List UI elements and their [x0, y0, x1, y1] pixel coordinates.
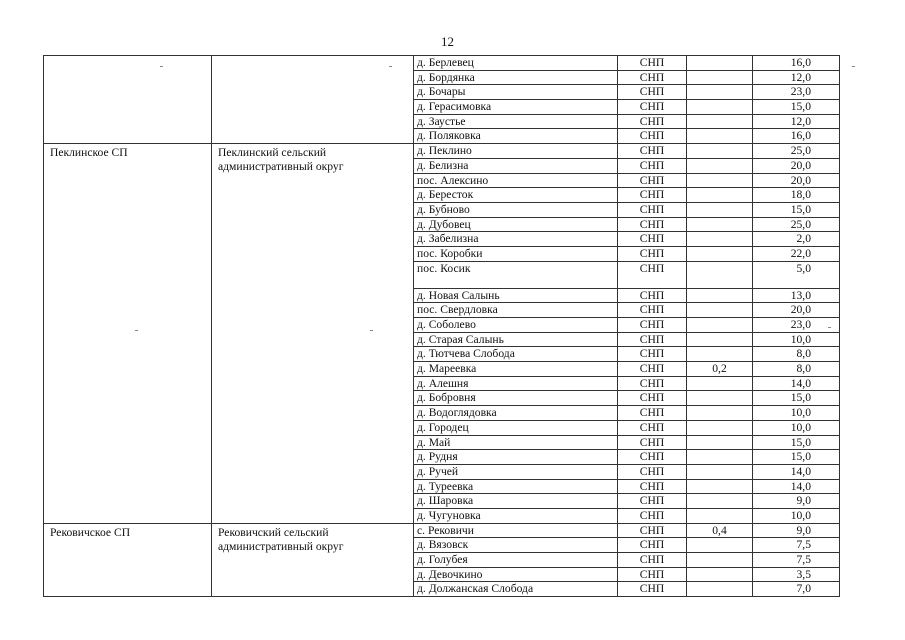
settlement-type-cell: СНП — [618, 450, 687, 465]
value-cell — [687, 508, 753, 523]
settlement-name-cell: д. Пеклино — [414, 144, 618, 159]
settlement-type-cell: СНП — [618, 288, 687, 303]
distance-cell: 25,0 — [753, 144, 840, 159]
distance-cell: 15,0 — [753, 435, 840, 450]
settlement-name-cell: д. Берлевец — [414, 56, 618, 71]
value-cell: 0,2 — [687, 362, 753, 377]
distance-cell: 8,0 — [753, 347, 840, 362]
settlement-name-cell: д. Тютчева Слобода — [414, 347, 618, 362]
value-cell — [687, 420, 753, 435]
settlement-type-cell: СНП — [618, 232, 687, 247]
settlement-type-cell: СНП — [618, 567, 687, 582]
distance-cell: 7,5 — [753, 553, 840, 568]
settlement-type-cell: СНП — [618, 202, 687, 217]
settlement-type-cell: СНП — [618, 391, 687, 406]
settlement-type-cell: СНП — [618, 56, 687, 71]
settlement-name-cell: д. Заустье — [414, 114, 618, 129]
distance-cell: 7,5 — [753, 538, 840, 553]
distance-cell: 25,0 — [753, 217, 840, 232]
settlement-name-cell: д. Голубея — [414, 553, 618, 568]
settlement-name-cell: д. Туреевка — [414, 479, 618, 494]
settlement-name-cell: д. Чугуновка — [414, 508, 618, 523]
settlement-name-cell: д. Бобровня — [414, 391, 618, 406]
settlement-type-cell: СНП — [618, 582, 687, 597]
distance-cell: 5,0 — [753, 261, 840, 288]
distance-cell: 10,0 — [753, 332, 840, 347]
settlement-name-cell: д. Должанская Слобода — [414, 582, 618, 597]
value-cell — [687, 246, 753, 261]
settlement-name-cell: д. Новая Салынь — [414, 288, 618, 303]
distance-cell: 15,0 — [753, 202, 840, 217]
value-cell — [687, 173, 753, 188]
settlement-type-cell: СНП — [618, 144, 687, 159]
value-cell: 0,4 — [687, 523, 753, 538]
value-cell — [687, 376, 753, 391]
settlement-name-cell: пос. Алексино — [414, 173, 618, 188]
distance-cell: 14,0 — [753, 376, 840, 391]
distance-cell: 16,0 — [753, 129, 840, 144]
settlement-name-cell: с. Рековичи — [414, 523, 618, 538]
value-cell — [687, 261, 753, 288]
settlement-name-cell: д. Старая Салынь — [414, 332, 618, 347]
value-cell — [687, 332, 753, 347]
settlement-name-cell: пос. Коробки — [414, 246, 618, 261]
value-cell — [687, 553, 753, 568]
settlement-name-cell: д. Дубовец — [414, 217, 618, 232]
settlement-type-cell: СНП — [618, 173, 687, 188]
settlement-type-cell: СНП — [618, 479, 687, 494]
value-cell — [687, 158, 753, 173]
value-cell — [687, 582, 753, 597]
settlement-name-cell: д. Бордянка — [414, 70, 618, 85]
value-cell — [687, 538, 753, 553]
settlement-name-cell: д. Бересток — [414, 188, 618, 203]
value-cell — [687, 144, 753, 159]
settlement-type-cell: СНП — [618, 188, 687, 203]
distance-cell: 18,0 — [753, 188, 840, 203]
distance-cell: 2,0 — [753, 232, 840, 247]
value-cell — [687, 202, 753, 217]
settlement-type-cell: СНП — [618, 129, 687, 144]
value-cell — [687, 450, 753, 465]
distance-cell: 15,0 — [753, 100, 840, 115]
value-cell — [687, 288, 753, 303]
distance-cell: 22,0 — [753, 246, 840, 261]
settlement-type-cell: СНП — [618, 435, 687, 450]
distance-cell: 8,0 — [753, 362, 840, 377]
settlement-type-cell: СНП — [618, 420, 687, 435]
table-row — [44, 144, 840, 159]
distance-cell: 23,0 — [753, 85, 840, 100]
settlement-name-cell: д. Алешня — [414, 376, 618, 391]
settlement-name-cell: д. Поляковка — [414, 129, 618, 144]
settlement-name-cell: д. Вязовск — [414, 538, 618, 553]
table-row — [44, 523, 840, 538]
settlement-name-cell: д. Май — [414, 435, 618, 450]
value-cell — [687, 435, 753, 450]
value-cell — [687, 129, 753, 144]
settlement-name-cell: д. Герасимовка — [414, 100, 618, 115]
value-cell — [687, 406, 753, 421]
settlement-type-cell: СНП — [618, 246, 687, 261]
distance-cell: 15,0 — [753, 450, 840, 465]
distance-cell: 16,0 — [753, 56, 840, 71]
distance-cell: 3,5 — [753, 567, 840, 582]
okrug-cell — [212, 56, 414, 144]
scan-speck — [852, 66, 855, 67]
distance-cell: 9,0 — [753, 494, 840, 509]
settlement-type-cell: СНП — [618, 100, 687, 115]
settlement-name-cell: д. Рудня — [414, 450, 618, 465]
value-cell — [687, 56, 753, 71]
distance-cell: 12,0 — [753, 70, 840, 85]
settlement-type-cell: СНП — [618, 158, 687, 173]
distance-cell: 20,0 — [753, 303, 840, 318]
settlement-type-cell: СНП — [618, 261, 687, 288]
settlement-type-cell: СНП — [618, 464, 687, 479]
scan-speck — [135, 330, 138, 331]
value-cell — [687, 479, 753, 494]
value-cell — [687, 100, 753, 115]
settlement-name-cell: д. Водоглядовка — [414, 406, 618, 421]
value-cell — [687, 114, 753, 129]
settlement-type-cell: СНП — [618, 523, 687, 538]
page-number: 12 — [441, 34, 454, 49]
value-cell — [687, 567, 753, 582]
distance-cell: 7,0 — [753, 582, 840, 597]
settlement-name-cell: д. Шаровка — [414, 494, 618, 509]
district-cell: Рековичское СП — [44, 523, 212, 596]
distance-cell: 20,0 — [753, 173, 840, 188]
settlement-type-cell: СНП — [618, 318, 687, 333]
settlement-type-cell: СНП — [618, 70, 687, 85]
distance-cell: 23,0 — [753, 318, 840, 333]
settlement-type-cell: СНП — [618, 332, 687, 347]
distance-cell: 15,0 — [753, 391, 840, 406]
settlement-type-cell: СНП — [618, 508, 687, 523]
settlement-type-cell: СНП — [618, 553, 687, 568]
scan-speck — [828, 327, 831, 328]
value-cell — [687, 464, 753, 479]
scan-speck — [389, 66, 392, 67]
distance-cell: 10,0 — [753, 406, 840, 421]
distance-cell: 10,0 — [753, 508, 840, 523]
value-cell — [687, 217, 753, 232]
district-cell — [44, 56, 212, 144]
settlement-type-cell: СНП — [618, 406, 687, 421]
value-cell — [687, 85, 753, 100]
settlement-name-cell: д. Белизна — [414, 158, 618, 173]
distance-cell: 10,0 — [753, 420, 840, 435]
settlement-type-cell: СНП — [618, 303, 687, 318]
settlement-name-cell: д. Бочары — [414, 85, 618, 100]
value-cell — [687, 347, 753, 362]
distance-cell: 13,0 — [753, 288, 840, 303]
settlement-name-cell: пос. Косик — [414, 261, 618, 288]
distance-cell: 9,0 — [753, 523, 840, 538]
settlement-name-cell: д. Бубново — [414, 202, 618, 217]
settlement-name-cell: д. Городец — [414, 420, 618, 435]
distance-cell: 20,0 — [753, 158, 840, 173]
value-cell — [687, 318, 753, 333]
settlement-type-cell: СНП — [618, 347, 687, 362]
value-cell — [687, 303, 753, 318]
settlement-type-cell: СНП — [618, 494, 687, 509]
scan-speck — [160, 66, 163, 67]
settlement-type-cell: СНП — [618, 376, 687, 391]
settlements-table — [43, 55, 840, 597]
value-cell — [687, 391, 753, 406]
okrug-cell: Пеклинский сельский административный округ — [212, 144, 414, 524]
settlement-name-cell: пос. Свердловка — [414, 303, 618, 318]
value-cell — [687, 70, 753, 85]
settlement-name-cell: д. Соболево — [414, 318, 618, 333]
district-cell: Пеклинское СП — [44, 144, 212, 524]
distance-cell: 14,0 — [753, 479, 840, 494]
settlement-type-cell: СНП — [618, 538, 687, 553]
value-cell — [687, 494, 753, 509]
settlement-type-cell: СНП — [618, 85, 687, 100]
scan-speck — [370, 330, 373, 331]
settlement-type-cell: СНП — [618, 217, 687, 232]
table-row — [44, 56, 840, 71]
distance-cell: 12,0 — [753, 114, 840, 129]
okrug-cell: Рековичский сельский административный округ — [212, 523, 414, 596]
settlement-name-cell: д. Забелизна — [414, 232, 618, 247]
distance-cell: 14,0 — [753, 464, 840, 479]
settlement-name-cell: д. Ручей — [414, 464, 618, 479]
settlement-name-cell: д. Мареевка — [414, 362, 618, 377]
table-body — [44, 56, 840, 597]
value-cell — [687, 232, 753, 247]
settlement-name-cell: д. Девочкино — [414, 567, 618, 582]
settlement-type-cell: СНП — [618, 362, 687, 377]
settlement-type-cell: СНП — [618, 114, 687, 129]
value-cell — [687, 188, 753, 203]
